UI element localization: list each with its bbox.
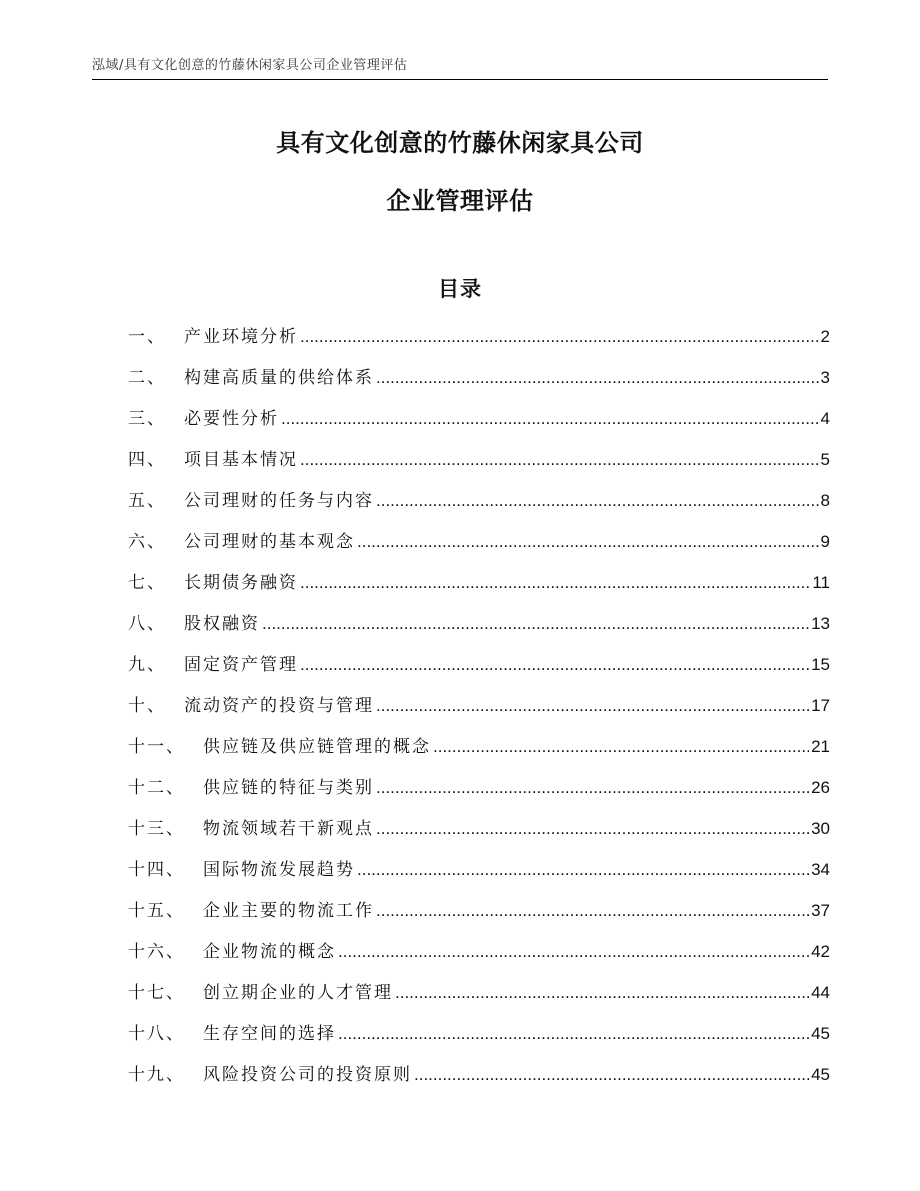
- toc-entry[interactable]: [128, 322, 830, 363]
- toc-dot-leader: [357, 527, 819, 557]
- toc-entry-label: [128, 650, 298, 680]
- toc-entry[interactable]: [128, 937, 830, 978]
- toc-entry[interactable]: [128, 363, 830, 404]
- toc-entry-number: 十四、: [128, 860, 185, 880]
- toc-entry-title: 国际物流发展趋势: [203, 860, 355, 880]
- toc-entry-number: 十八、: [128, 1024, 185, 1044]
- toc-entry-page-number: 17: [811, 696, 830, 715]
- toc-entry-number: 十三、: [128, 819, 185, 839]
- toc-entry-label: [128, 732, 431, 762]
- toc-entry-title: 物流领域若干新观点: [203, 819, 374, 839]
- toc-dot-leader: [376, 814, 809, 844]
- toc-entry-page-number: 15: [811, 655, 830, 674]
- toc-entry-page-number: 3: [820, 368, 830, 387]
- toc-entry-title: 固定资产管理: [184, 655, 298, 675]
- toc-dot-leader: [262, 609, 809, 639]
- toc-entry-number: 一、: [128, 327, 166, 347]
- toc-dot-leader: [300, 650, 809, 680]
- toc-entry-page-number: 34: [811, 860, 830, 879]
- toc-entry-number: 十七、: [128, 983, 185, 1003]
- toc-entry-title: 企业主要的物流工作: [203, 901, 374, 921]
- toc-entry-number: 九、: [128, 655, 166, 675]
- toc-entry-label: [128, 691, 374, 721]
- toc-entry[interactable]: [128, 896, 830, 937]
- toc-entry-number: 十、: [128, 696, 166, 716]
- toc-entry-number: 五、: [128, 491, 166, 511]
- toc-dot-leader: [376, 486, 819, 516]
- toc-entry-title: 必要性分析: [184, 409, 279, 429]
- toc-entry-page-number: 42: [811, 942, 830, 961]
- toc-entry-label: [128, 896, 374, 926]
- toc-entry-label: [128, 322, 298, 352]
- toc-entry-page-number: 45: [811, 1065, 830, 1084]
- toc-entry-number: 四、: [128, 450, 166, 470]
- toc-dot-leader: [338, 1019, 809, 1049]
- toc-entry[interactable]: [128, 1060, 830, 1101]
- toc-entry-title: 股权融资: [184, 614, 260, 634]
- toc-dot-leader: [300, 445, 819, 475]
- header-rule: [92, 79, 828, 80]
- toc-entry-label: [128, 978, 393, 1008]
- toc-entry-label: [128, 363, 374, 393]
- toc-entry-page-number: 21: [811, 737, 830, 756]
- toc-entry-title: 供应链及供应链管理的概念: [203, 737, 431, 757]
- toc-entry-label: [128, 404, 279, 434]
- toc-entry[interactable]: [128, 814, 830, 855]
- toc-entry-number: 六、: [128, 532, 166, 552]
- toc-entry-number: 十二、: [128, 778, 185, 798]
- toc-entry[interactable]: [128, 527, 830, 568]
- toc-entry-number: 二、: [128, 368, 166, 388]
- toc-entry[interactable]: [128, 568, 830, 609]
- toc-dot-leader: [281, 404, 819, 434]
- toc-entry-label: [128, 855, 355, 885]
- toc-entry-title: 项目基本情况: [184, 450, 298, 470]
- toc-entry[interactable]: [128, 978, 830, 1019]
- toc-dot-leader: [433, 732, 809, 762]
- toc-entry[interactable]: [128, 855, 830, 896]
- running-header: 泓域/具有文化创意的竹藤休闲家具公司企业管理评估: [92, 58, 408, 73]
- document-title-line-1: 具有文化创意的竹藤休闲家具公司: [276, 129, 644, 157]
- toc-entry-page-number: 37: [811, 901, 830, 920]
- toc-entry-label: [128, 814, 374, 844]
- toc-entry[interactable]: [128, 404, 830, 445]
- toc-entry-label: [128, 1060, 412, 1090]
- toc-entry-page-number: 4: [820, 409, 830, 428]
- toc-entry-page-number: 9: [820, 532, 830, 551]
- toc-dot-leader: [338, 937, 809, 967]
- toc-entry-page-number: 2: [820, 327, 830, 346]
- toc-entry-label: [128, 527, 355, 557]
- toc-entry[interactable]: [128, 691, 830, 732]
- toc-entry-title: 生存空间的选择: [203, 1024, 336, 1044]
- toc-entry-title: 企业物流的概念: [203, 942, 336, 962]
- toc-entry-title: 构建高质量的供给体系: [184, 368, 374, 388]
- toc-entry[interactable]: [128, 773, 830, 814]
- toc-entry-number: 十六、: [128, 942, 185, 962]
- toc-entry-number: 十九、: [128, 1065, 185, 1085]
- toc-entry-title: 风险投资公司的投资原则: [203, 1065, 412, 1085]
- toc-entry-page-number: 8: [820, 491, 830, 510]
- toc-dot-leader: [395, 978, 809, 1008]
- toc-entry-label: [128, 486, 374, 516]
- toc-entry-title: 公司理财的任务与内容: [184, 491, 374, 511]
- toc-entry[interactable]: [128, 650, 830, 691]
- toc-dot-leader: [357, 855, 809, 885]
- toc-entry[interactable]: [128, 445, 830, 486]
- toc-entry-page-number: 30: [811, 819, 830, 838]
- toc-entry-label: [128, 445, 298, 475]
- toc-entry-label: [128, 773, 374, 803]
- toc-dot-leader: [376, 896, 809, 926]
- toc-entry-page-number: 45: [811, 1024, 830, 1043]
- toc-entry-title: 产业环境分析: [184, 327, 298, 347]
- toc-entry-number: 八、: [128, 614, 166, 634]
- toc-entry-number: 三、: [128, 409, 166, 429]
- toc-entry-page-number: 11: [812, 573, 830, 592]
- toc-entry-title: 公司理财的基本观念: [184, 532, 355, 552]
- toc-entry-page-number: 44: [811, 983, 830, 1002]
- document-title-line-2: 企业管理评估: [386, 187, 534, 215]
- toc-entry[interactable]: [128, 732, 830, 773]
- toc-entry-page-number: 5: [820, 450, 830, 469]
- toc-dot-leader: [300, 568, 810, 598]
- toc-entry-label: [128, 609, 260, 639]
- table-of-contents: [128, 322, 830, 1101]
- toc-entry[interactable]: [128, 486, 830, 527]
- toc-entry-title: 创立期企业的人才管理: [203, 983, 393, 1003]
- toc-entry-label: [128, 937, 336, 967]
- toc-entry-label: [128, 568, 298, 598]
- toc-entry-page-number: 13: [811, 614, 830, 633]
- toc-entry-title: 供应链的特征与类别: [203, 778, 374, 798]
- toc-dot-leader: [376, 773, 809, 803]
- toc-dot-leader: [414, 1060, 809, 1090]
- toc-entry-number: 十一、: [128, 737, 185, 757]
- toc-entry-number: 七、: [128, 573, 166, 593]
- toc-entry-title: 长期债务融资: [184, 573, 298, 593]
- toc-heading: 目录: [438, 277, 482, 301]
- toc-dot-leader: [376, 691, 809, 721]
- toc-entry-title: 流动资产的投资与管理: [184, 696, 374, 716]
- toc-entry-number: 十五、: [128, 901, 185, 921]
- toc-entry-page-number: 26: [811, 778, 830, 797]
- toc-dot-leader: [376, 363, 819, 393]
- toc-dot-leader: [300, 322, 819, 352]
- toc-entry[interactable]: [128, 1019, 830, 1060]
- toc-entry-label: [128, 1019, 336, 1049]
- toc-entry[interactable]: [128, 609, 830, 650]
